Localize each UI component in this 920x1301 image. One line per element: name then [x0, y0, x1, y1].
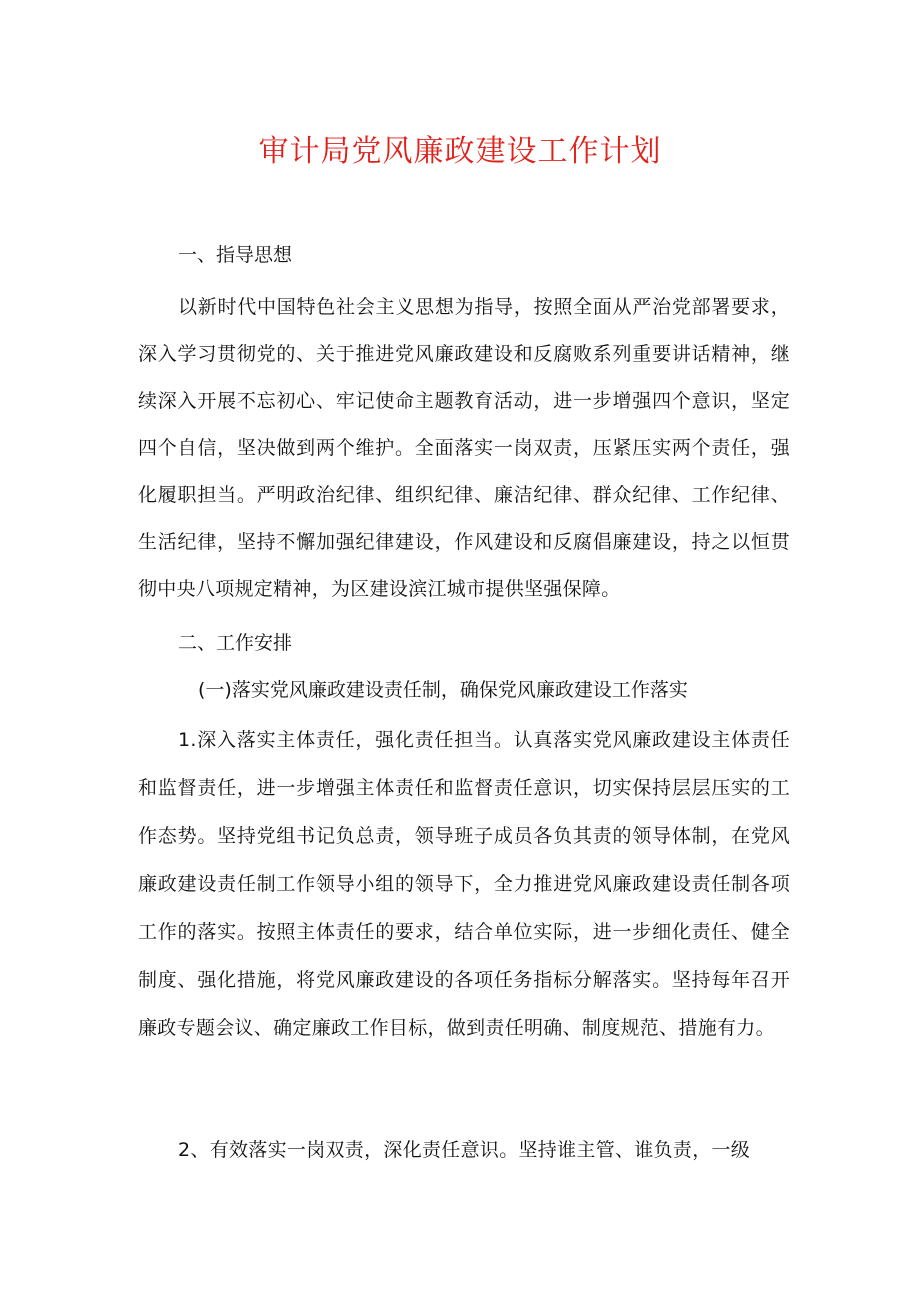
section-heading-work-arrangement: 二、工作安排 [178, 632, 293, 654]
section-heading-guiding-ideology: 一、指导思想 [178, 244, 293, 266]
work-item-1-paragraph: 1.深入落实主体责任，强化责任担当。认真落实党风廉政建设主体责任和监督责任，进一步增强主体责任和监督责任意识，切实保持层层压实的工作态势。坚持党组书记负总责，领导班子成员各负其责的领导体制，在党风廉政建设责任制工作领导小组的领导下，全力推进党风廉政建设责任制各项工作的落实。按照主体责任的要求，结合单位实际，进一步细化责任、健全制度、强化措施，将党风廉政建设的各项任务指标分解落实。坚持每年召开廉政专题会议、确定廉政工作目标，做到责任明确、制度规范、措施有力。 [138, 729, 790, 1039]
document-title: 审计局党风廉政建设工作计划 [258, 134, 662, 169]
work-item-2-paragraph: 2、有效落实一岗双责，深化责任意识。坚持谁主管、谁负责，一级 [178, 1139, 751, 1161]
guiding-ideology-paragraph: 以新时代中国特色社会主义思想为指导，按照全面从严治党部署要求，深入学习贯彻党的、关于推进党风廉政建设和反腐败系列重要讲话精神，继续深入开展不忘初心、牢记使命主题教育活动，进一步增强四个意识，坚定四个自信，坚决做到两个维护。全面落实一岗双责，压紧压实两个责任，强化履职担当。严明政治纪律、组织纪律、廉洁纪律、群众纪律、工作纪律、生活纪律，坚持不懈加强纪律建设，作风建设和反腐倡廉建设，持之以恒贯彻中央八项规定精神，为区建设滨江城市提供坚强保障。 [138, 296, 790, 600]
subsection-heading-responsibility-system: (一)落实党风廉政建设责任制，确保党风廉政建设工作落实 [198, 679, 688, 701]
